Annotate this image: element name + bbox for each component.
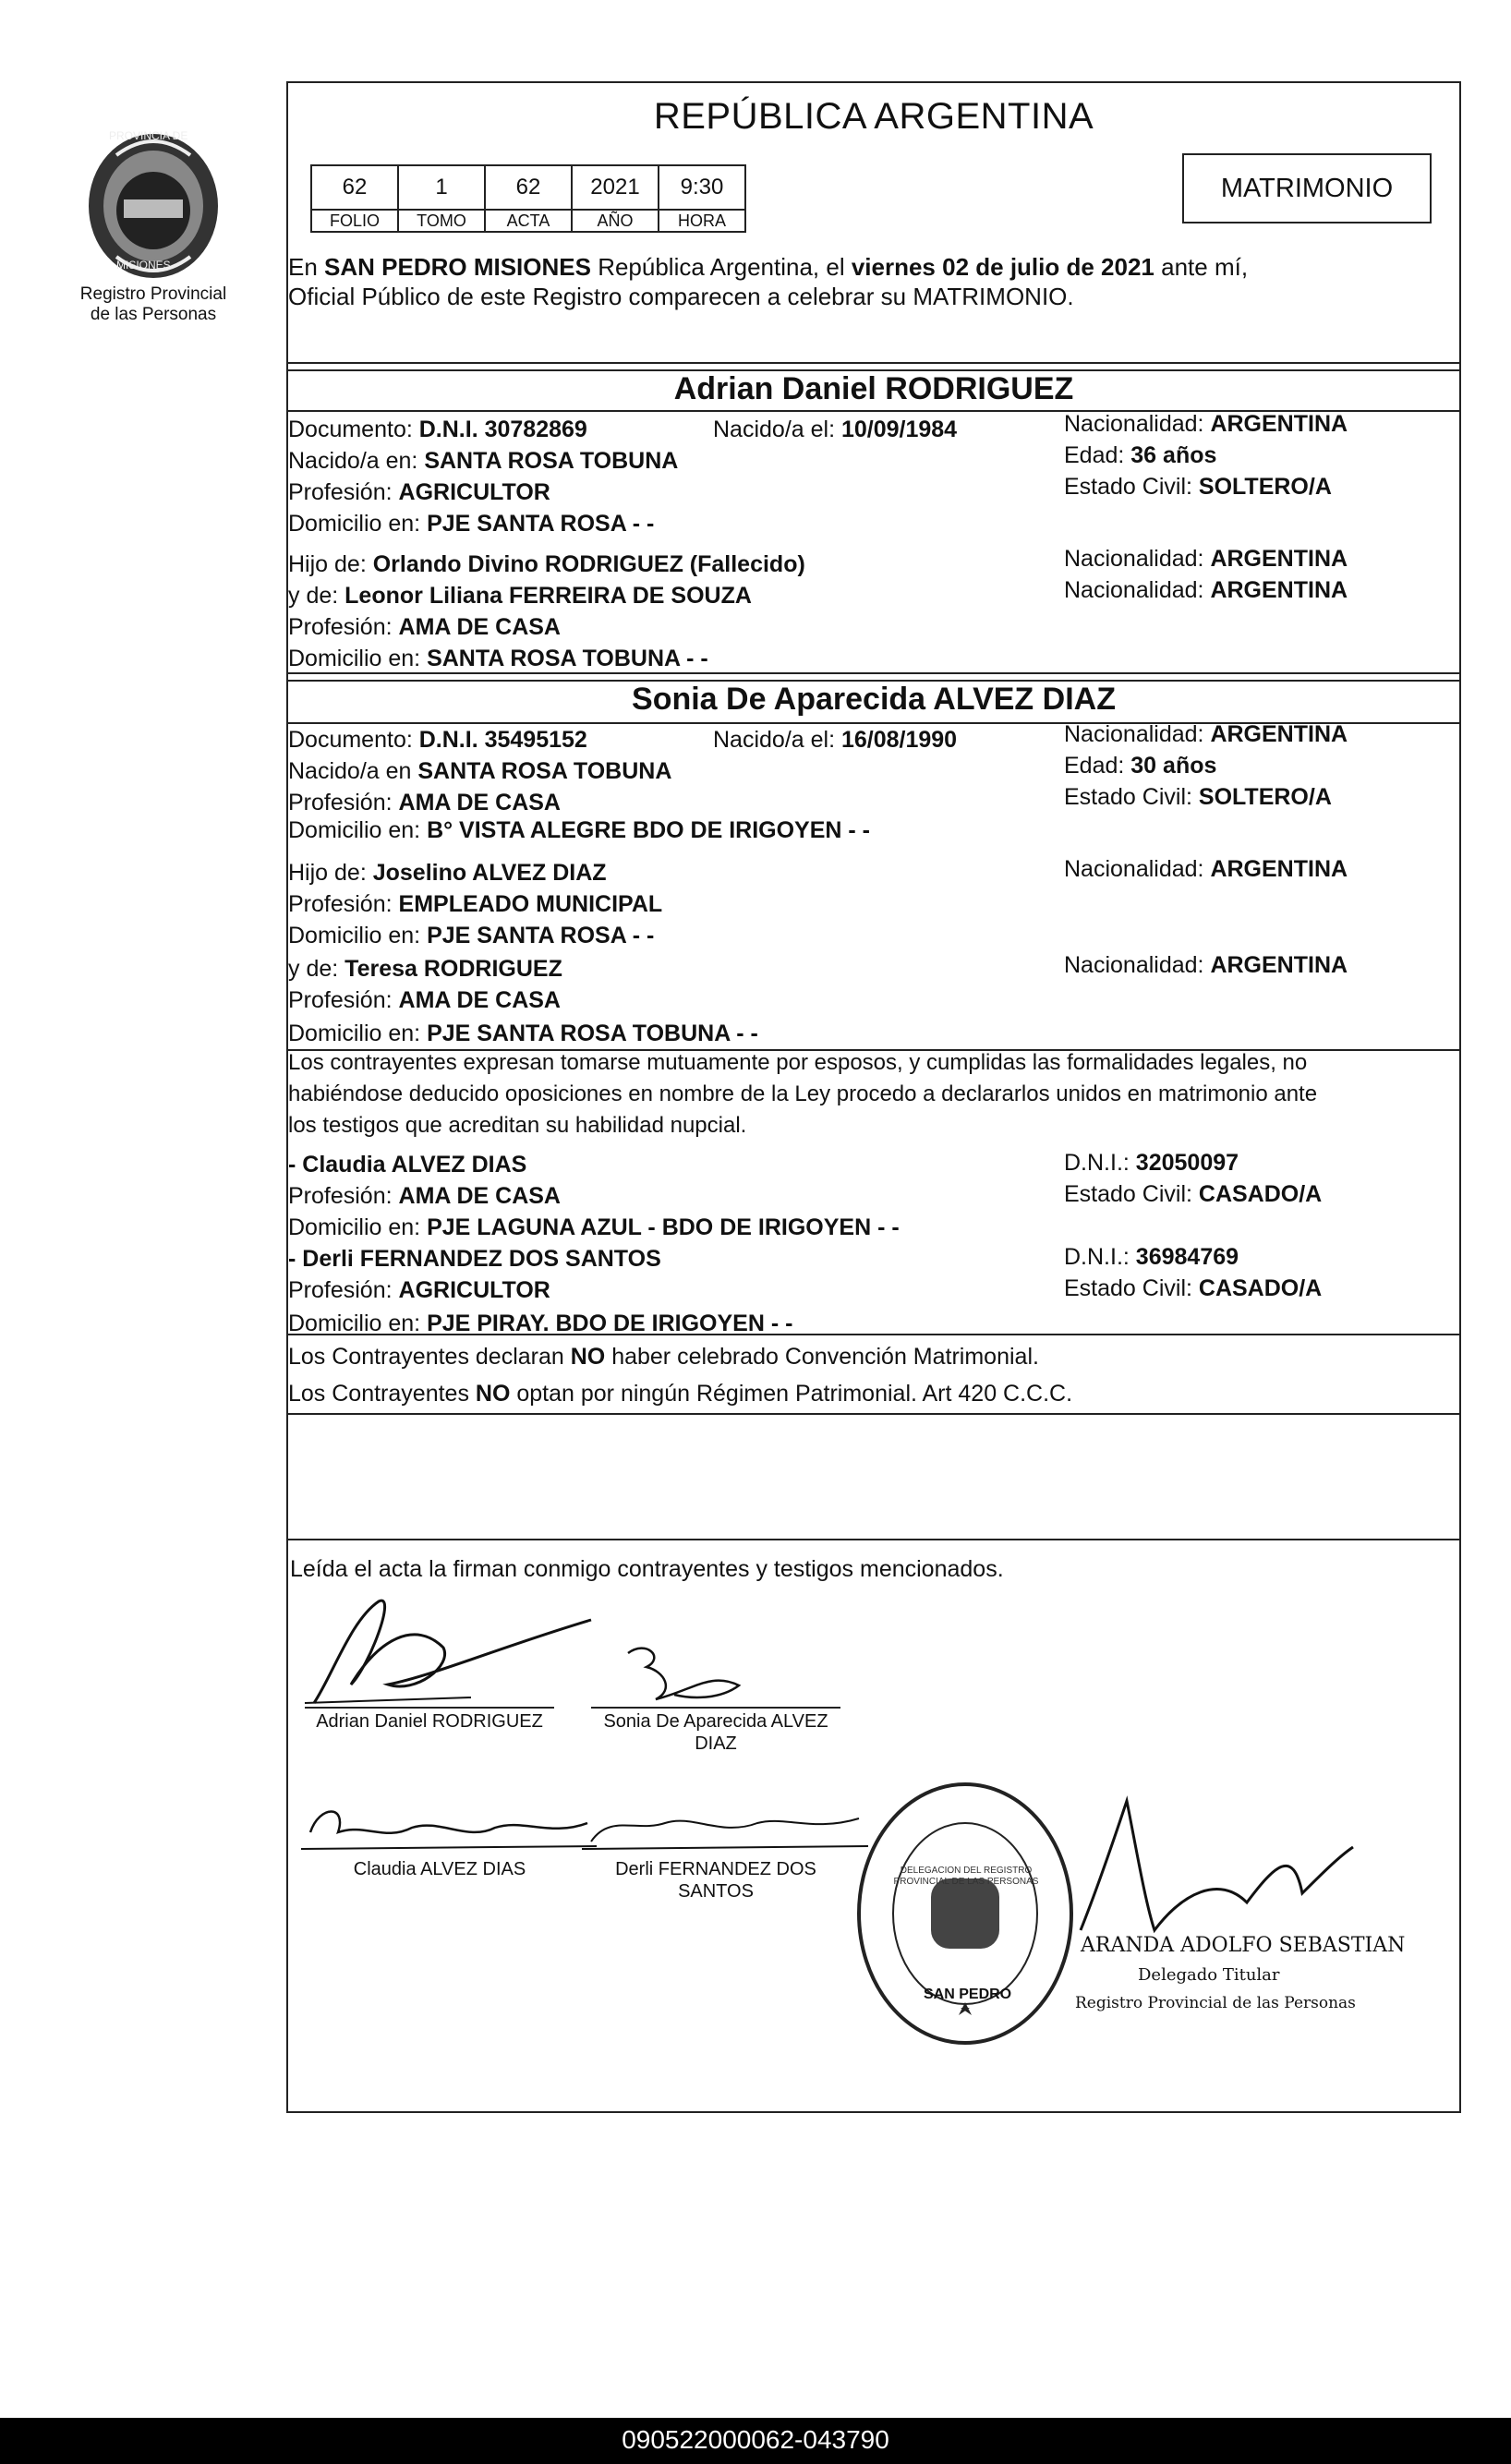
witness1-address: Domicilio en: PJE LAGUNA AZUL - BDO DE IRIGOYEN - -	[288, 1214, 900, 1240]
ano-value: 2021	[572, 165, 659, 210]
acta-label: ACTA	[485, 210, 572, 232]
witness1-civil-status: Estado Civil: CASADO/A	[1064, 1181, 1323, 1207]
registry-name-line1: Registro Provincial	[79, 284, 227, 304]
bride-mother-nationality: Nacionalidad: ARGENTINA	[1064, 952, 1348, 978]
read-statement: Leída el acta la firman conmigo contrayentes y testigos mencionados.	[290, 1556, 1004, 1582]
witness2-signature-label-line1: Derli FERNANDEZ DOS	[615, 1859, 816, 1879]
stamp-center-text: SAN PEDRO	[924, 1987, 1012, 2002]
groom-mother-nationality: Nacionalidad: ARGENTINA	[1064, 577, 1348, 603]
groom-mother-address: Domicilio en: SANTA ROSA TOBUNA - -	[288, 646, 708, 671]
intro-place: SAN PEDRO MISIONES	[324, 253, 591, 281]
witness2-signature-label-line2: SANTOS	[678, 1881, 754, 1902]
divider	[286, 362, 1461, 364]
bride-address: Domicilio en: B° VISTA ALEGRE BDO DE IRIGOYEN - -	[288, 817, 870, 843]
groom-birthplace: Nacido/a en: SANTA ROSA TOBUNA	[288, 448, 679, 474]
bride-father: Hijo de: Joselino ALVEZ DIAZ	[288, 860, 607, 886]
intro-line1	[288, 253, 1248, 281]
groom-signature	[296, 1583, 600, 1721]
groom-address: Domicilio en: PJE SANTA ROSA - -	[288, 511, 655, 537]
act-type-box: MATRIMONIO	[1182, 153, 1432, 223]
note-convention: Los Contrayentes declaran NO haber celebrado Convención Matrimonial.	[288, 1344, 1039, 1370]
witness1-dni: D.N.I.: 32050097	[1064, 1150, 1239, 1176]
official-name: ARANDA ADOLFO SEBASTIAN	[1081, 1934, 1406, 1957]
bride-father-profession: Profesión: EMPLEADO MUNICIPAL	[288, 891, 663, 917]
intro-text: República Argentina, el	[590, 253, 852, 281]
bride-birthplace: Nacido/a en SANTA ROSA TOBUNA	[288, 758, 672, 784]
bride-profession: Profesión: AMA DE CASA	[288, 790, 561, 815]
declaration-line1: Los contrayentes expresan tomarse mutuamente por esposos, y cumplidas las formalidades legales, no	[288, 1050, 1308, 1075]
official-stamp	[850, 1775, 1081, 2052]
bride-signature	[610, 1635, 757, 1709]
seal-top-text: PROVINCIA DE	[109, 129, 188, 142]
witness1-profession: Profesión: AMA DE CASA	[288, 1183, 561, 1209]
bride-nationality: Nacionalidad: ARGENTINA	[1064, 721, 1348, 747]
groom-mother-profession: Profesión: AMA DE CASA	[288, 614, 561, 640]
official-role: Delegado Titular	[1138, 1965, 1280, 1985]
intro-line2: Oficial Público de este Registro comparecen a celebrar su MATRIMONIO.	[288, 283, 1074, 310]
hora-value: 9:30	[659, 165, 745, 210]
registry-fields-table	[310, 164, 746, 233]
groom-age: Edad: 36 años	[1064, 442, 1217, 468]
signature-line	[305, 1707, 554, 1709]
bride-mother-address: Domicilio en: PJE SANTA ROSA TOBUNA - -	[288, 1021, 758, 1046]
witness2-civil-status: Estado Civil: CASADO/A	[1064, 1275, 1323, 1301]
hora-label: HORA	[659, 210, 745, 232]
witness1-signature	[301, 1795, 606, 1860]
footer-code: 090522000062-043790	[622, 2425, 889, 2454]
page-title: REPÚBLICA ARGENTINA	[653, 96, 1094, 137]
groom-document: Documento: D.N.I. 30782869	[288, 417, 587, 442]
intro-text: En	[288, 253, 325, 281]
witness1-name: - Claudia ALVEZ DIAS	[288, 1152, 527, 1178]
folio-value: 62	[311, 165, 398, 210]
witness2-name: - Derli FERNANDEZ DOS SANTOS	[288, 1246, 661, 1272]
bride-father-nationality: Nacionalidad: ARGENTINA	[1064, 856, 1348, 882]
groom-name: Adrian Daniel RODRIGUEZ	[673, 371, 1074, 406]
registry-name-line2: de las Personas	[90, 305, 217, 324]
bride-born: Nacido/a el: 16/08/1990	[713, 727, 958, 753]
bride-civil-status: Estado Civil: SOLTERO/A	[1064, 784, 1332, 810]
declaration-line2: habiéndose deducido oposiciones en nombre de la Ley procedo a declararlos unidos en matrimonio ante	[288, 1081, 1318, 1106]
note-regime: Los Contrayentes NO optan por ningún Régimen Patrimonial. Art 420 C.C.C.	[288, 1381, 1073, 1407]
stamp-ring-text: DELEGACION DEL REGISTRO PROVINCIAL DE LAS PERSONAS	[893, 1866, 1039, 1887]
official-signature	[1062, 1792, 1358, 1949]
groom-civil-status: Estado Civil: SOLTERO/A	[1064, 474, 1332, 500]
intro-date: viernes 02 de julio de 2021	[851, 253, 1154, 281]
witness2-signature	[582, 1795, 877, 1860]
tomo-value: 1	[398, 165, 485, 210]
witness2-dni: D.N.I.: 36984769	[1064, 1244, 1239, 1270]
declaration-line3: los testigos que acreditan su habilidad nupcial.	[288, 1113, 747, 1138]
tomo-label: TOMO	[398, 210, 485, 232]
divider	[286, 1413, 1461, 1415]
groom-signature-label: Adrian Daniel RODRIGUEZ	[316, 1711, 543, 1732]
groom-profession: Profesión: AGRICULTOR	[288, 479, 550, 505]
bride-signature-label-line1: Sonia De Aparecida ALVEZ	[603, 1711, 828, 1732]
official-registry: Registro Provincial de las Personas	[1075, 1994, 1356, 2012]
bride-father-address: Domicilio en: PJE SANTA ROSA - -	[288, 923, 655, 948]
groom-mother: y de: Leonor Liliana FERREIRA DE SOUZA	[288, 583, 752, 609]
bride-document: Documento: D.N.I. 35495152	[288, 727, 587, 753]
seal-bottom-text: MISIONES	[116, 259, 171, 272]
ano-label: AÑO	[572, 210, 659, 232]
bride-mother: y de: Teresa RODRIGUEZ	[288, 956, 562, 982]
folio-label: FOLIO	[311, 210, 398, 232]
groom-born: Nacido/a el: 10/09/1984	[713, 417, 958, 442]
witness2-address: Domicilio en: PJE PIRAY. BDO DE IRIGOYEN - -	[288, 1311, 793, 1336]
signature-line	[591, 1707, 840, 1709]
groom-nationality: Nacionalidad: ARGENTINA	[1064, 411, 1348, 437]
bride-name: Sonia De Aparecida ALVEZ DIAZ	[632, 682, 1116, 717]
groom-father: Hijo de: Orlando Divino RODRIGUEZ (Fallecido)	[288, 551, 805, 577]
bride-mother-profession: Profesión: AMA DE CASA	[288, 987, 561, 1013]
bride-age: Edad: 30 años	[1064, 753, 1217, 779]
acta-value: 62	[485, 165, 572, 210]
witness1-signature-label: Claudia ALVEZ DIAS	[353, 1859, 526, 1879]
witness2-profession: Profesión: AGRICULTOR	[288, 1277, 550, 1303]
groom-father-nationality: Nacionalidad: ARGENTINA	[1064, 546, 1348, 572]
divider	[286, 672, 1461, 674]
intro-text: ante mí,	[1154, 253, 1249, 281]
divider	[286, 1539, 1461, 1540]
bride-signature-label-line2: DIAZ	[695, 1733, 737, 1754]
